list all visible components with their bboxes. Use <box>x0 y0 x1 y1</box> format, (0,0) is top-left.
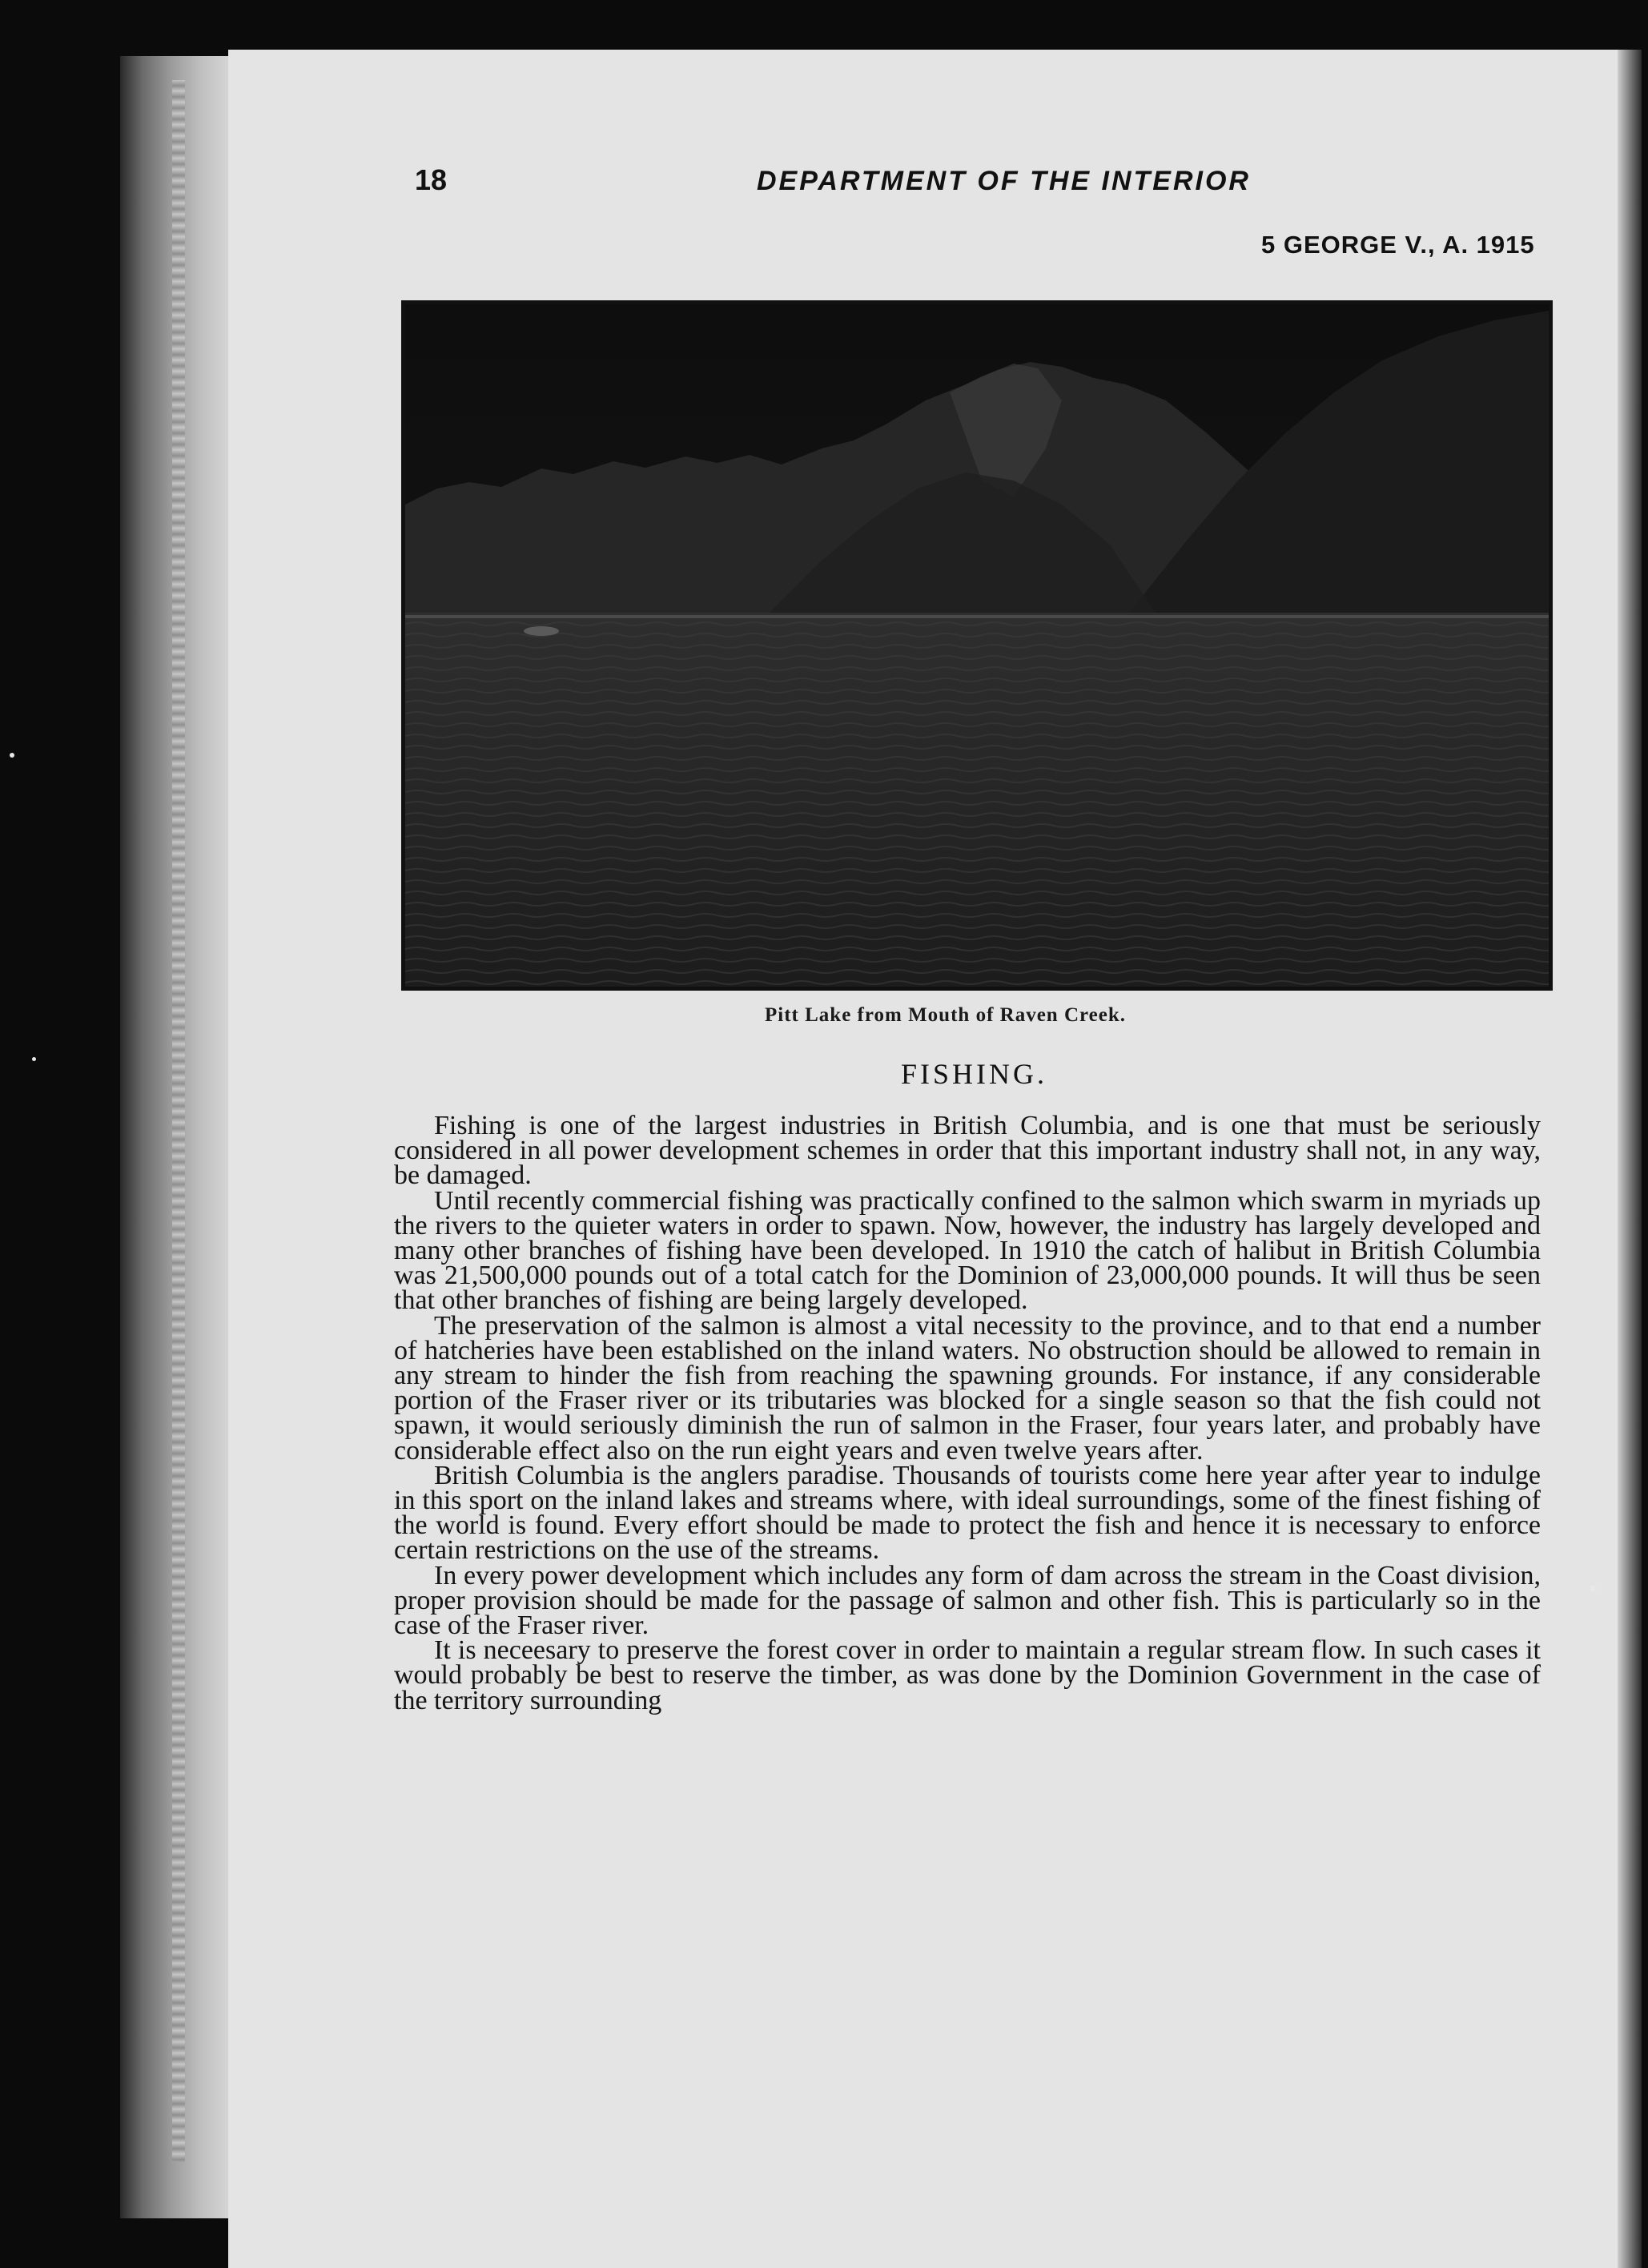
film-speck <box>32 1057 36 1061</box>
running-header-title: DEPARTMENT OF THE INTERIOR <box>757 166 1251 196</box>
page-edge-stack <box>172 80 185 2162</box>
section-heading: FISHING. <box>901 1058 1048 1090</box>
paragraph: British Columbia is the anglers paradise. Thousands of tourists come here year after year to indulge in this sport on the inland lakes and streams where, with ideal surroundings, some of the finest fishing of the world is found. Every effort should be made to protect the fish and hence it is necessary to enforce certain restrictions on the use of the streams. <box>394 1460 1541 1566</box>
page-number: 18 <box>415 163 448 196</box>
film-speck <box>10 753 14 758</box>
body-text <box>394 1113 1541 1713</box>
figure-caption: Pitt Lake from Mouth of Raven Creek. <box>765 1004 1126 1026</box>
paragraph: It is neceesary to preserve the forest cover in order to maintain a regular stream flow. In such cases it would probably be best to reserve the timber, as was done by the Dominion Government in the case of the territory surrounding <box>394 1635 1541 1715</box>
film-speck <box>1590 1586 1596 1592</box>
paragraph: In every power development which includes any form of dam across the stream in the Coast division, proper provision should be made for the passage of salmon and other fish. This is particularly so in the case of the Fraser river. <box>394 1560 1541 1641</box>
lake-mountain-scene <box>405 304 1549 987</box>
session-reference: 5 GEORGE V., A. 1915 <box>1261 231 1535 259</box>
lake-photograph <box>401 300 1553 991</box>
document-page <box>228 50 1642 2268</box>
paragraph: Fishing is one of the largest industries in British Columbia, and is one that must be seriously considered in all power development schemes in order that this important industry shall not, in any way, be damaged. <box>394 1111 1541 1191</box>
page-right-rim <box>1618 50 1642 2268</box>
paragraph: The preservation of the salmon is almost a vital necessity to the province, and to that end a number of hatcheries have been established on the inland waters. No obstruction should be allowed to remain in any stream to hinder the fish from reaching the spawning grounds. For instance, if any considerable portion of the Fraser river or its tributaries was blocked for a single season so that the fish could not spawn, it would seriously diminish the run of salmon in the Fraser, four years later, and probably have considerable effect also on the run eight years and even twelve years after. <box>394 1310 1541 1466</box>
paragraph: Until recently commercial fishing was practically confined to the salmon which swarm in myriads up the rivers to the quieter waters in order to spawn. Now, however, the industry has largely developed and many other branches of fishing have been developed. In 1910 the catch of halibut in British Columbia was 21,500,000 pounds out of a total catch for the Dominion of 23,000,000 pounds. It will thus be seen that other branches of fishing are being largely developed. <box>394 1185 1541 1316</box>
